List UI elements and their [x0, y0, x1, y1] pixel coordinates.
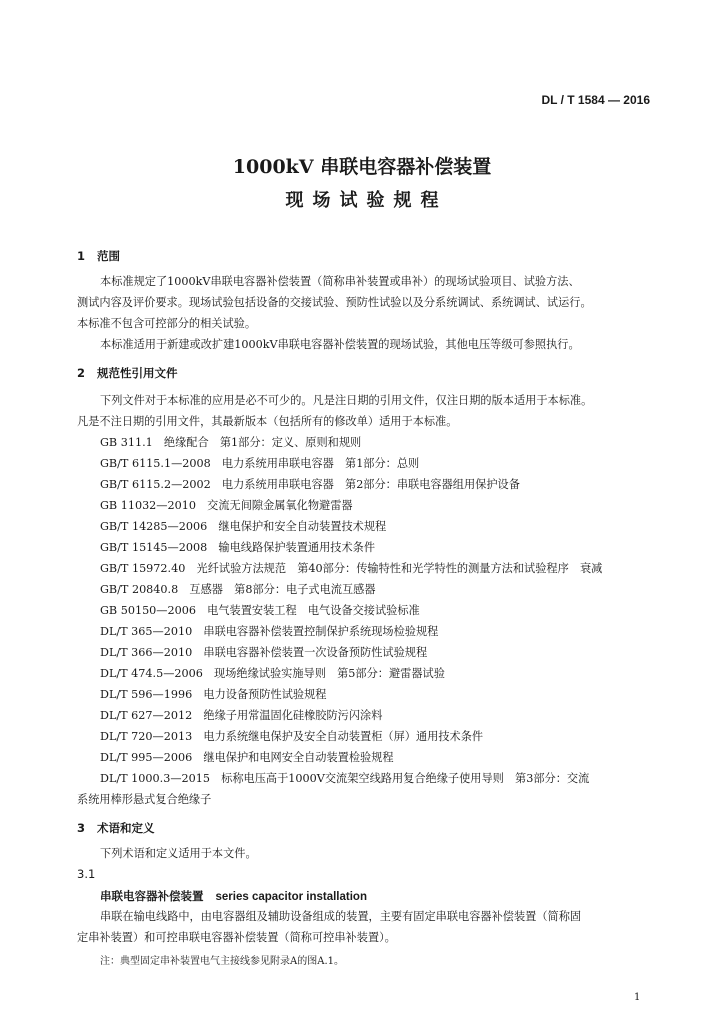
document-title: 1000kV 串联电容器补偿装置: [232, 156, 492, 178]
paragraph-line: 下列文件对于本标准的应用是必不可少的。凡是注日期的引用文件，仅注日期的版本适用于本标准。: [100, 394, 593, 407]
section-title: 术语和定义: [97, 821, 155, 835]
paragraph-line: 测试内容及评价要求。现场试验包括设备的交接试验、预防性试验以及分系统调试、系统调试、试运行。: [77, 296, 592, 309]
reference-item: GB/T 6115.1—2008 电力系统用串联电容器 第1部分：总则: [100, 457, 420, 470]
reference-item: DL/T 627—2012 绝缘子用常温固化硅橡胶防污闪涂料: [100, 709, 383, 722]
section-heading-terms-and-definitions: [77, 820, 155, 836]
reference-item: GB/T 15145—2008 输电线路保护装置通用技术条件: [100, 541, 376, 554]
reference-item: GB/T 20840.8 互感器 第8部分：电子式电流互感器: [100, 583, 376, 596]
paragraph-line: 下列术语和定义适用于本文件。: [100, 847, 257, 860]
reference-item: GB 311.1 绝缘配合 第1部分：定义、原则和规则: [100, 436, 362, 449]
definition-line: 串联在输电线路中，由电容器组及辅助设备组成的装置，主要有固定串联电容器补偿装置（简称固: [100, 910, 582, 923]
reference-item: GB 50150—2006 电气装置安装工程 电气设备交接试验标准: [100, 604, 420, 617]
section-number: 1: [77, 249, 86, 263]
note: 注：典型固定串补装置电气主接线参见附录A的图A.1。: [100, 956, 344, 967]
definition-line: 定串补装置）和可控串联电容器补偿装置（简称可控串补装置）。: [77, 931, 396, 944]
reference-item: GB/T 6115.2—2002 电力系统用串联电容器 第2部分：串联电容器组用保护设备: [100, 478, 520, 491]
section-number: 3: [77, 821, 86, 835]
paragraph-line: 凡是不注日期的引用文件，其最新版本（包括所有的修改单）适用于本标准。: [77, 415, 458, 428]
standard-code: DL / T 1584 — 2016: [541, 93, 650, 107]
reference-item: DL/T 366—2010 串联电容器补偿装置一次设备预防性试验规程: [100, 646, 428, 659]
paragraph-line: 本标准适用于新建或改扩建1000kV串联电容器补偿装置的现场试验，其他电压等级可参照执行。: [100, 338, 580, 351]
section-heading-normative-references: [77, 365, 178, 381]
reference-item: GB/T 14285—2006 继电保护和安全自动装置技术规程: [100, 520, 387, 533]
reference-item-continuation: 系统用棒形悬式复合绝缘子: [77, 793, 212, 806]
term-number: 3.1: [77, 867, 96, 881]
reference-item: DL/T 995—2006 继电保护和电网安全自动装置检验规程: [100, 751, 394, 764]
reference-item: DL/T 1000.3—2015 标称电压高于1000V交流架空线路用复合绝缘子使用导则 第3部分：交流: [100, 772, 590, 785]
term-chinese: 串联电容器补偿装置: [100, 889, 204, 903]
paragraph-line: 本标准规定了1000kV串联电容器补偿装置（简称串补装置或串补）的现场试验项目、试验方法、: [100, 275, 580, 288]
reference-item: DL/T 474.5—2006 现场绝缘试验实施导则 第5部分：避雷器试验: [100, 667, 445, 680]
section-heading-scope: [77, 248, 120, 264]
reference-item: GB 11032—2010 交流无间隙金属氧化物避雷器: [100, 499, 353, 512]
section-title: 规范性引用文件: [97, 366, 178, 380]
reference-item: DL/T 720—2013 电力系统继电保护及安全自动装置柜（屏）通用技术条件: [100, 730, 484, 743]
document-subtitle: 现场试验规程: [285, 190, 448, 211]
term-entry: [100, 888, 367, 904]
term-english: series capacitor installation: [215, 891, 367, 903]
section-number: 2: [77, 366, 86, 380]
paragraph-line: 本标准不包含可控部分的相关试验。: [77, 317, 257, 330]
section-title: 范围: [97, 249, 120, 263]
reference-item: DL/T 365—2010 串联电容器补偿装置控制保护系统现场检验规程: [100, 625, 439, 638]
page-number: 1: [634, 992, 641, 1003]
reference-item: GB/T 15972.40 光纤试验方法规范 第40部分：传输特性和光学特性的测量方法和试验程序 衰减: [100, 562, 603, 575]
reference-item: DL/T 596—1996 电力设备预防性试验规程: [100, 688, 327, 701]
